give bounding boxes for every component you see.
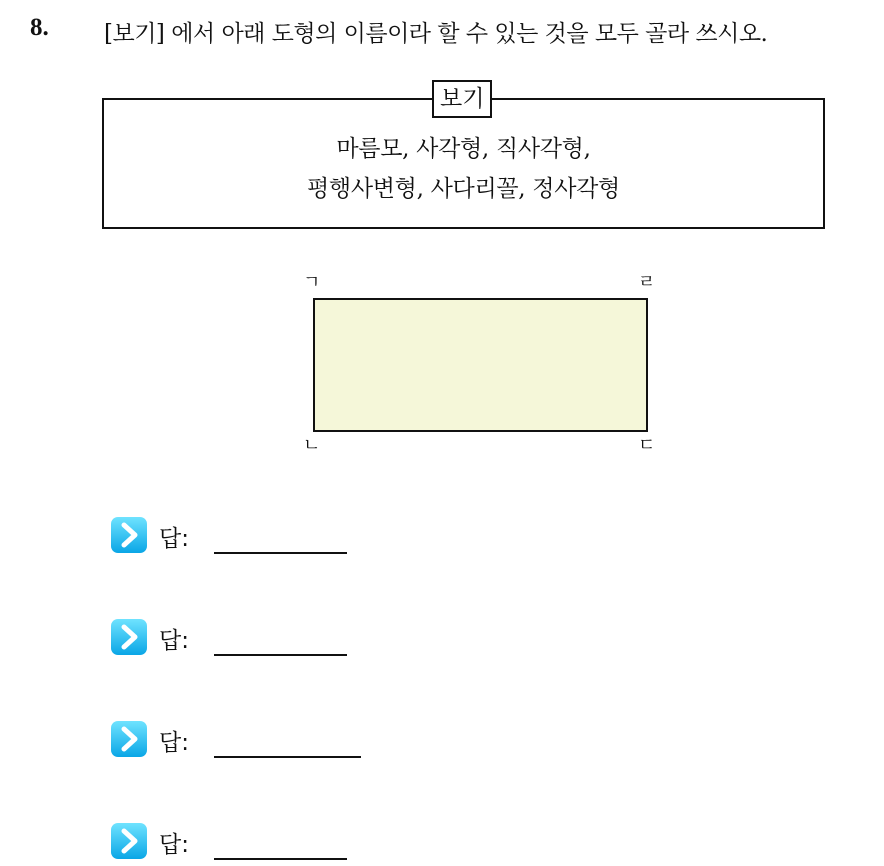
bogi-options-line-2: 평행사변형, 사다리꼴, 정사각형 [307,176,620,202]
answer-label: 답: [159,526,189,552]
bogi-options-line-1: 마름모, 사각형, 직사각형, [336,136,591,162]
bogi-label: 보기 [432,80,492,118]
chevron-right-icon [110,516,148,554]
chevron-right-icon [110,618,148,656]
chevron-right-icon [110,720,148,758]
answer-label: 답: [159,628,189,654]
rectangle-shape [314,299,647,431]
answer-blank-1[interactable] [214,552,347,554]
chevron-right-icon [110,822,148,860]
answer-blank-3[interactable] [214,756,361,758]
answer-blank-2[interactable] [214,654,347,656]
vertex-label-bottom-left: ㄴ [303,435,321,456]
answer-row-1 [110,516,410,556]
answer-label: 답: [159,730,189,756]
answer-blank-4[interactable] [214,858,347,860]
answer-row-3 [110,720,410,760]
rectangle-figure [300,268,670,458]
answer-row-2 [110,618,410,658]
bogi-box [102,86,825,229]
vertex-label-top-left: ㄱ [303,272,321,293]
answer-label: 답: [159,832,189,858]
question-number: 8. [30,14,49,41]
vertex-label-bottom-right: ㄷ [638,435,656,456]
vertex-label-top-right: ㄹ [638,272,656,293]
answer-row-4 [110,822,410,862]
question-text: [보기] 에서 아래 도형의 이름이라 할 수 있는 것을 모두 골라 쓰시오. [104,21,768,47]
rectangle-figure-svg [300,268,670,458]
